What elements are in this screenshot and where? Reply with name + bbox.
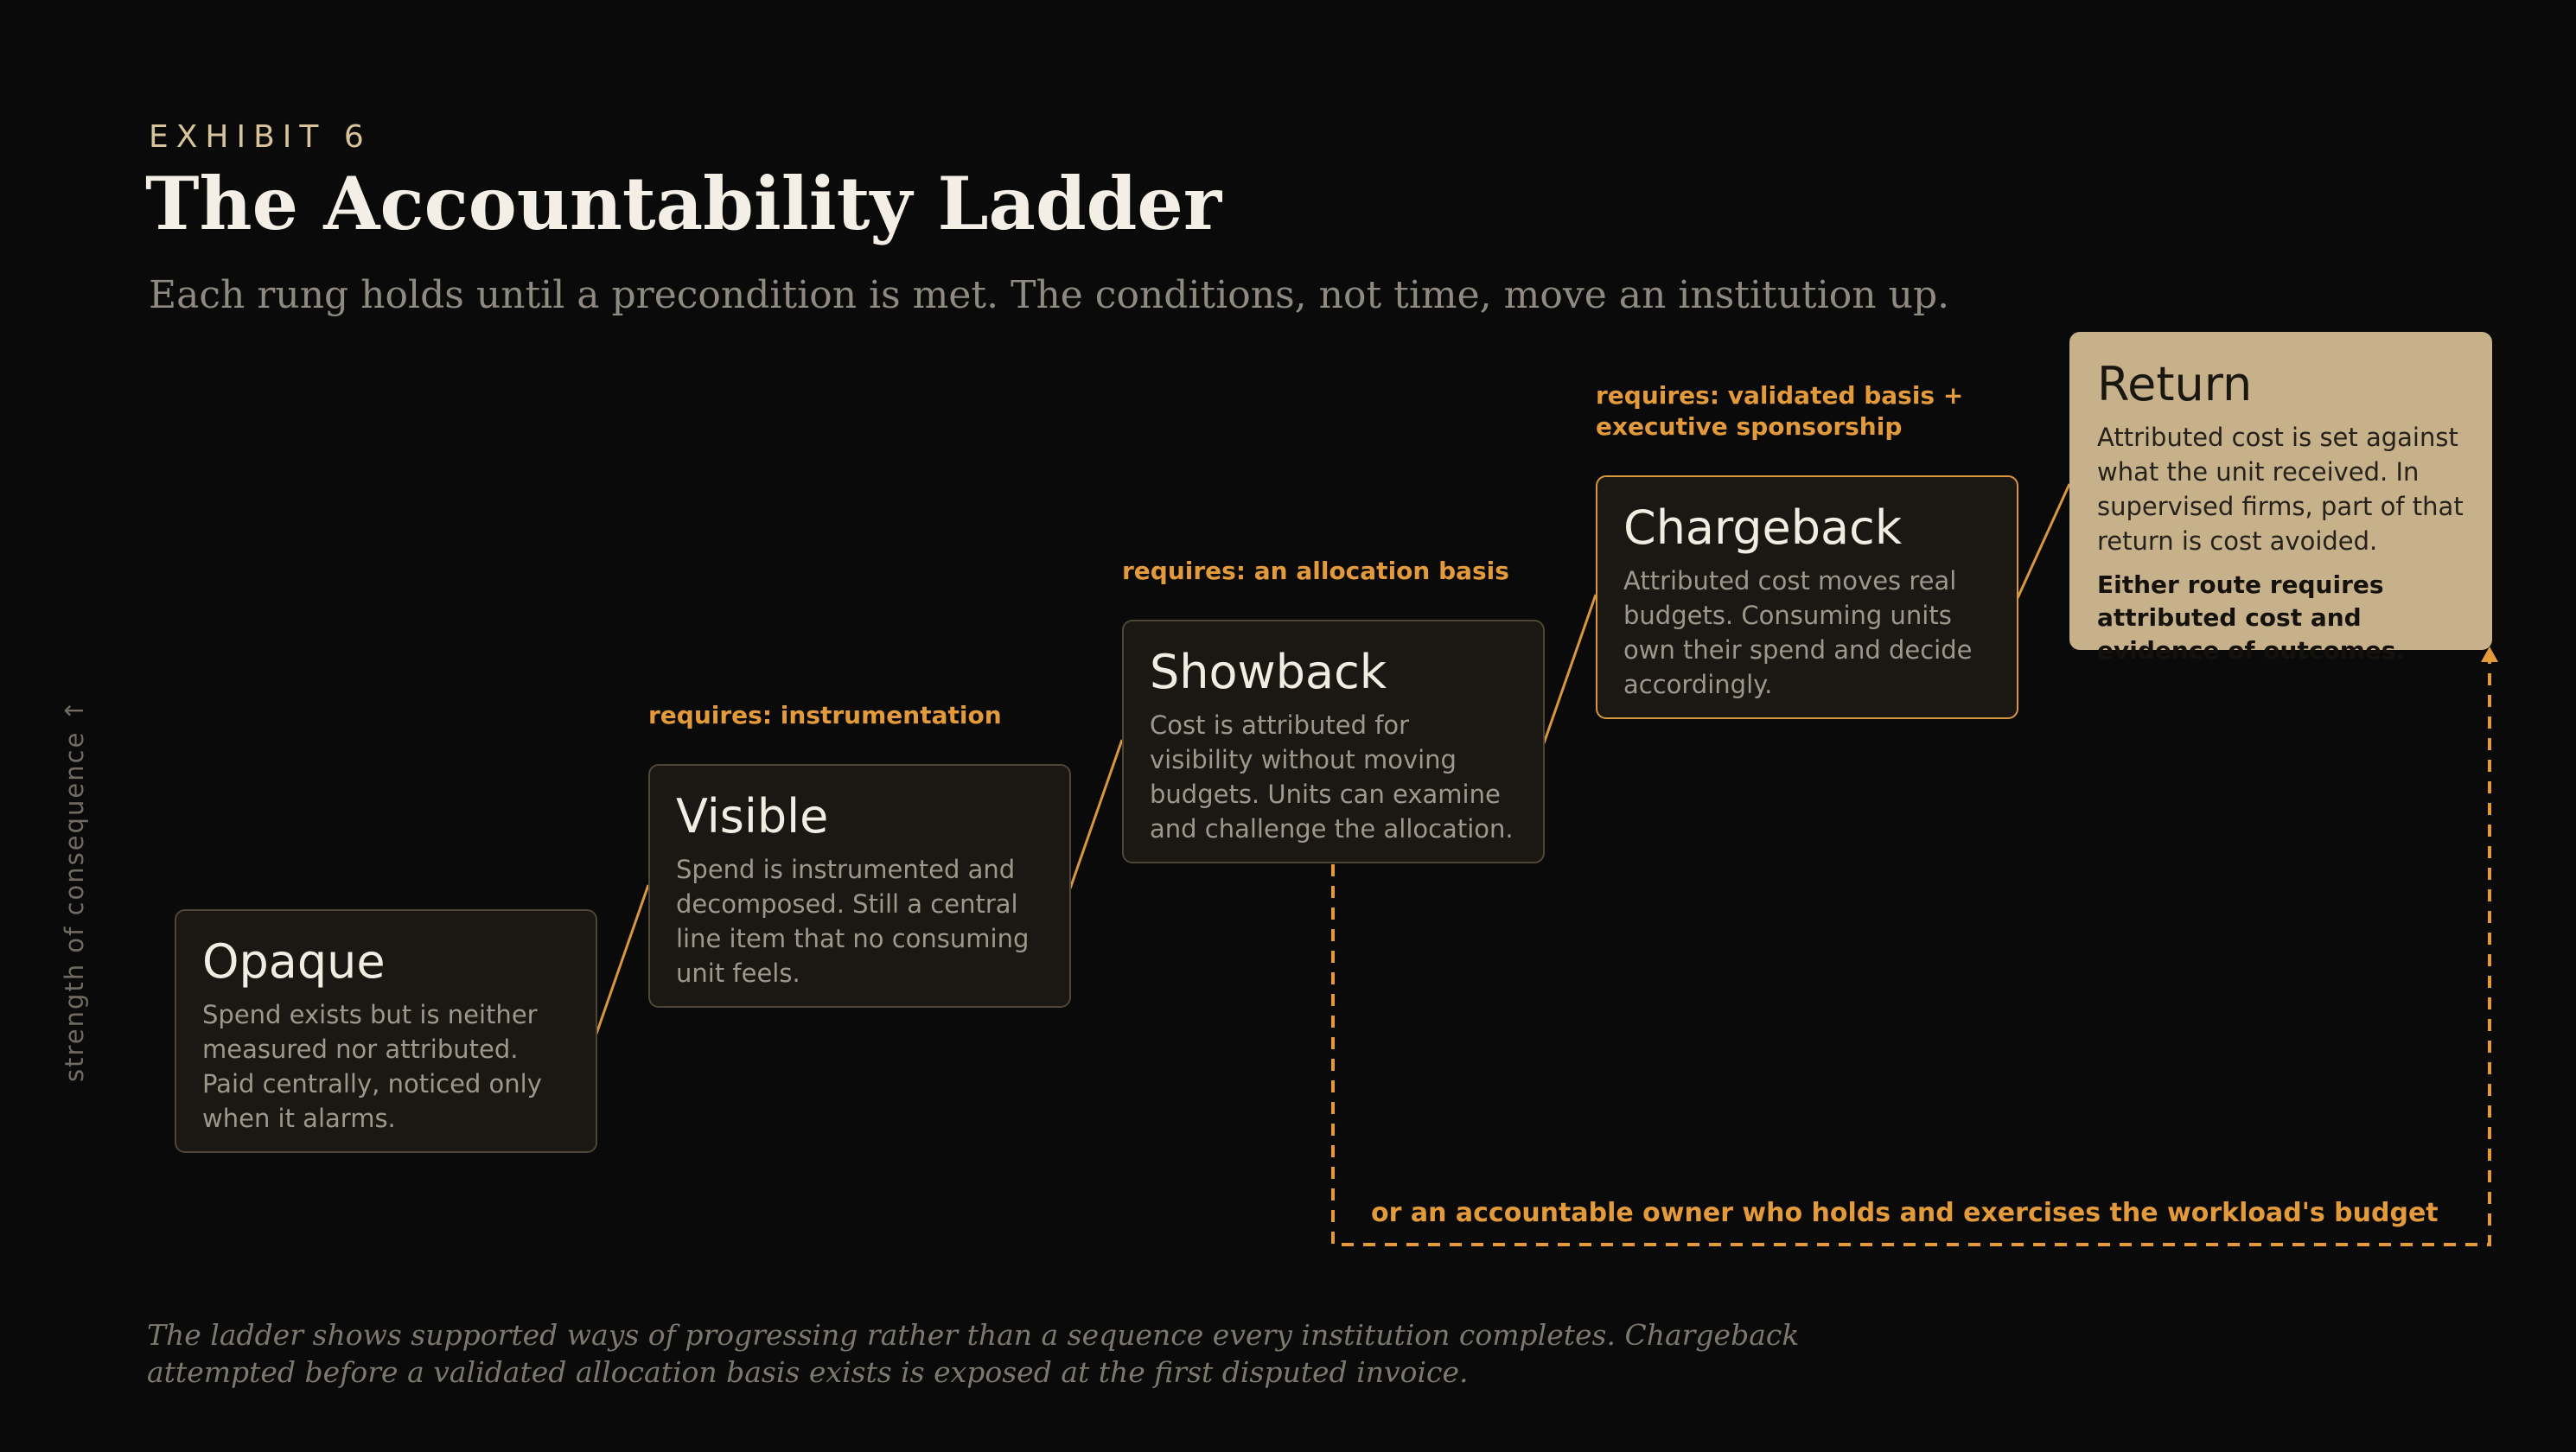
axis-label: strength of consequence ↑ (60, 698, 89, 1082)
footnote: The ladder shows supported ways of progressing rather than a sequence every institution completes. Chargeback attempted before a validated allocation basis exists is exposed at the first disputed invoice. (147, 1318, 1800, 1389)
rung-name: Visible (676, 789, 829, 844)
connector-chargeback-return (2018, 484, 2069, 598)
requirement-validated-basis: requires: validated basis + executive sponsorship (1596, 381, 1964, 442)
rung-description: Attributed cost moves real budgets. Consuming units own their spend and decide accordingly. (1623, 566, 1973, 700)
rung-name: Opaque (202, 934, 386, 989)
connector-visible-showback (1070, 740, 1122, 888)
rung-description: Attributed cost is set against what the unit received. In supervised firms, part of that return is cost avoided. (2097, 423, 2464, 557)
alternate-route-label: or an accountable owner who holds and exercises the workload's budget (1371, 1198, 2439, 1228)
rung-opaque (175, 909, 597, 1153)
rung-description: Cost is attributed for visibility without moving budgets. Units can examine and challenge the allocation. (1150, 710, 1514, 844)
requirement-allocation-basis: requires: an allocation basis (1122, 557, 1509, 585)
page-subtitle: Each rung holds until a precondition is met. The conditions, not time, move an institution up. (149, 273, 1950, 317)
connector-opaque-visible (596, 885, 648, 1034)
rung-return (2069, 332, 2492, 665)
rung-description: Spend is instrumented and decomposed. Still a central line item that no consuming unit feels. (676, 855, 1030, 989)
rung-note: Either route requires attributed cost and evidence of outcomes. (2097, 570, 2406, 665)
rung-name: Return (2097, 357, 2253, 411)
connector-showback-chargeback (1544, 595, 1596, 743)
rung-showback (1122, 620, 1545, 863)
rung-chargeback (1596, 475, 2018, 719)
exhibit-label: EXHIBIT 6 (149, 119, 372, 155)
rung-name: Showback (1150, 645, 1387, 699)
page-title: The Accountability Ladder (145, 161, 1222, 246)
rung-visible (648, 764, 1071, 1008)
rung-description: Spend exists but is neither measured nor attributed. Paid centrally, noticed only when it alarms. (202, 1000, 542, 1134)
rung-name: Chargeback (1623, 500, 1903, 555)
requirement-instrumentation: requires: instrumentation (648, 701, 1002, 729)
